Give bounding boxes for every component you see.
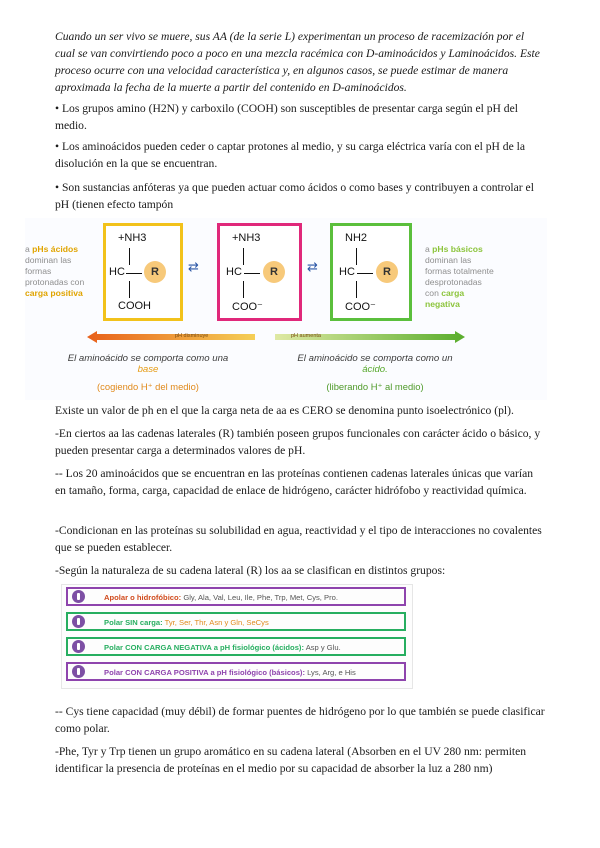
base-caption: El aminoácido se comporta como una base — [67, 353, 229, 375]
acid-caption: El aminoácido se comporta como un ácido. — [297, 353, 453, 375]
info-icon — [72, 665, 85, 678]
acid-caption-sub: (liberando H⁺ al medio) — [326, 381, 424, 392]
class-row-polar-uncharged: Polar SIN carga: Tyr, Ser, Thr, Asn y Gln, SeCys — [66, 612, 406, 631]
ph-decrease-text: pH disminuye — [175, 333, 209, 339]
side-chain-paragraph: -En ciertos aa las cadenas laterales (R) también poseen grupos funcionales con carácter ácido o básico, y pueden presentar carga a determinados valores de pH. — [55, 427, 541, 457]
aromatic-paragraph: -Phe, Tyr y Trp tienen un grupo aromático en su cadena lateral (Absorben en el UV 280 nm: permiten identificar la presencia de proteínas en el medio por su capacidad de absorber la luz a 280 nm) — [55, 745, 527, 775]
bullet-charge: • Los grupos amino (H2N) y carboxilo (COOH) son susceptibles de presentar carga según el pH del medio. — [55, 102, 518, 132]
intro-paragraph: Cuando un ser vivo se muere, sus AA (de la serie L) experimentan un proceso de racemización por el cual se van convirtiendo poco a poco en una mezcla racémica con D-aminoácidos y Laminoácidos. Este proceso ocurre con una velocidad característica y, en algunos casos, se puede estimar de manera aproximada la fecha de la muerte a partir del contenido en D-aminoácidos. — [55, 30, 540, 94]
bullet-amphoteric: • Son sustancias anfóteras ya que pueden actuar como ácidos o como bases y contribuyen a controlar el pH (tienen efecto tampón — [55, 181, 534, 211]
cys-paragraph: -- Cys tiene capacidad (muy débil) de formar puentes de hidrógeno por lo que también se puede clasificar como polar. — [55, 705, 545, 735]
ph-increase-text: pH aumenta — [291, 333, 321, 339]
structure-zwitterion: +NH3 HC R COO⁻ — [217, 223, 302, 321]
base-caption-sub: (cogiendo H⁺ del medio) — [97, 381, 199, 392]
classification-intro: -Según la naturaleza de su cadena lateral (R) los aa se clasifican en distintos grupos: — [55, 564, 446, 577]
ionization-figure — [25, 218, 547, 400]
class-row-polar-negative: Polar CON CARGA NEGATIVA a pH fisiológico (ácidos): Asp y Glu. — [66, 637, 406, 656]
class-row-polar-positive: Polar CON CARGA POSITIVA a pH fisiológico (básicos): Lys, Arg, e His — [66, 662, 406, 681]
ph-decrease-arrow — [87, 331, 255, 343]
bullet-protons: • Los aminoácidos pueden ceder o captar protones al medio, y su carga eléctrica varía con el pH de la disolución en la que se encuentran. — [55, 140, 525, 170]
structure-cationic: +NH3 HC R COOH — [103, 223, 183, 321]
equilibrium-arrow-2: ⇄ — [307, 260, 318, 275]
twenty-aa-paragraph: -- Los 20 aminoácidos que se encuentran en las proteínas contienen cadenas laterales únicas que varían en tamaño, forma, carga, capacidad de enlace de hidrógeno, carácter hidrófobo y reactividad química. — [55, 467, 534, 497]
isoelectric-paragraph: Existe un valor de ph en el que la carga neta de aa es CERO se denomina punto isoelectrónico (pl). — [55, 404, 514, 417]
info-icon — [72, 615, 85, 628]
basic-ph-label: a pHs básicos dominan las formas totalmente desprotonadas con carga negativa — [425, 244, 494, 309]
structure-anionic: NH2 HC R COO⁻ — [330, 223, 412, 321]
info-icon — [72, 590, 85, 603]
equilibrium-arrow-1: ⇄ — [188, 260, 199, 275]
condition-paragraph: -Condicionan en las proteínas su solubilidad en agua, reactividad y el tipo de interacciones no covalentes que se pueden establecer. — [55, 524, 542, 554]
class-row-apolar: Apolar o hidrofóbico: Gly, Ala, Val, Leu, Ile, Phe, Trp, Met, Cys, Pro. — [66, 587, 406, 606]
acidic-ph-label: a pHs ácidos dominan las formas protonadas con carga positiva — [25, 244, 85, 298]
info-icon — [72, 640, 85, 653]
